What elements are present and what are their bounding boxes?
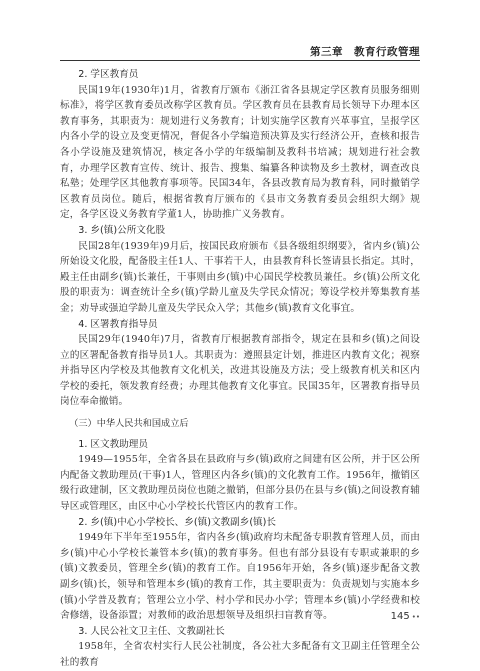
- page-content: [60, 67, 420, 671]
- section-heading: 2. 学区教育员: [78, 69, 139, 80]
- section-heading: 3. 乡(镇)公所文化股: [78, 224, 166, 236]
- page-number-mark: ••: [411, 613, 420, 621]
- running-header: 第三章 教育行政管理: [310, 46, 420, 58]
- section-block: [60, 437, 420, 515]
- page-number-value: 145: [390, 611, 410, 622]
- section-paragraph: 民国29年(1940年)7月，省教育厅根据教育部指令，规定在县和乡(镇)之间设立的区署配备教育指导员1人。其职责为：遵照县定计划，推进区内教育文化；视察并指导区内学校及其他教育文化机关，改进其设施及方法；受上级教育机关和区内学校的委托，领发教育经费；办理其他教育文化事宜。民国35年，区署教育指导员岗位奉命撤销。: [60, 334, 420, 408]
- section-heading: 1. 区文教助理员: [78, 438, 148, 450]
- section-block: [60, 515, 420, 624]
- section-heading: 4. 区署教育指导员: [78, 318, 158, 330]
- section-heading: 3. 人民公社文卫主任、文教副社长: [78, 625, 225, 637]
- header-rule: [60, 60, 420, 61]
- section-paragraph: 民国28年(1939年)9月后，按国民政府颁布《县各级组织纲要》，省内乡(镇)公所始设文化股，配备股主任1人、干事若干人，由县教育科长签请县长指定。其时，殿主任由副乡(镇)长兼任，干事则由乡(镇)中心国民学校教员兼任。乡(镇)公所文化股的职责为：调查统计全乡(镇)学龄儿童及失学民众情况；筹设学校并筹集教育基金；劝导或强迫学龄儿童及失学民众入学；其他乡(镇)教育文化事宜。: [60, 240, 420, 314]
- section-block: [60, 624, 420, 671]
- section-block: [60, 317, 420, 411]
- section-block: [60, 223, 420, 317]
- section-paragraph: 1949—1955年，全省各县在县政府与乡(镇)政府之间建有区公所，并于区公所内配备文教助理员(干事)1人，管理区内各乡(镇)的文化教育工作。1956年，撤销区级行政建制，区文教助理员岗位也随之撤销，但部分县仍在县与乡(镇)之间设教育辅导区或管理区，由区中心小学校长代管区内的教育工作。: [60, 454, 420, 513]
- section-paragraph: 民国19年(1930年)1月，省教育厅颁布《浙江省各县规定学区教育员服务细则标准》，将学区教育委员改称学区教育员。学区教育员在县教育局长领导下办理本区教育事务，其职责为：规划进行义务教育；计划实施学区教育兴革事宜，呈报学区内各小学的设立及变更情况，督促各小学编造预决算及实行经济公开，查核和报告各小学设施及建筑情况，核定各小学的年级编制及教科书培减；规划进行社会教育，办理学区教育宣传、统计、报告、搜集、编纂各种读物及乡土教材，调查改良私塾；处理学区其他教育事项等。民国34年，各县改教育局为教育科，同时撤销学区教育员岗位。随后，根据省教育厅颁布的《县市文务教育委员会组织大纲》规定，各学区设义务教育学董1人，协助推广义务教育。: [60, 84, 420, 221]
- section-block: [60, 67, 420, 223]
- section-paragraph: 1949年下半年至1955年，省内各乡(镇)政府均未配备专职教育管理人员，而由乡(镇)中心小学校长兼管本乡(镇)的教育事务。但也有部分县设有专职或兼职的乡(镇)文教委员，管理全乡(镇)的教育工作。自1956年开始，各乡(镇)逐步配备文教副乡(镇)长，领导和管理本乡(镇)的教育工作，其主要职责为：负责规划与实施本乡(镇)小学普及教育；管理公立小学、村小学和民办小学；管理本乡(镇)小学经费和校舍修缮，设备添置；对教师的政治思想领导及组织扫盲教育等。: [60, 532, 420, 622]
- section-paragraph: 1958年，全省农村实行人民公社制度，各公社大多配备有文卫副主任管理全公社的教育: [60, 641, 420, 668]
- subsection-title: （三）中华人民共和国成立后: [69, 418, 189, 430]
- page-number: [391, 611, 420, 622]
- section-heading: 2. 乡(镇)中心小学校长、乡(镇)文教副乡(镇)长: [78, 516, 276, 528]
